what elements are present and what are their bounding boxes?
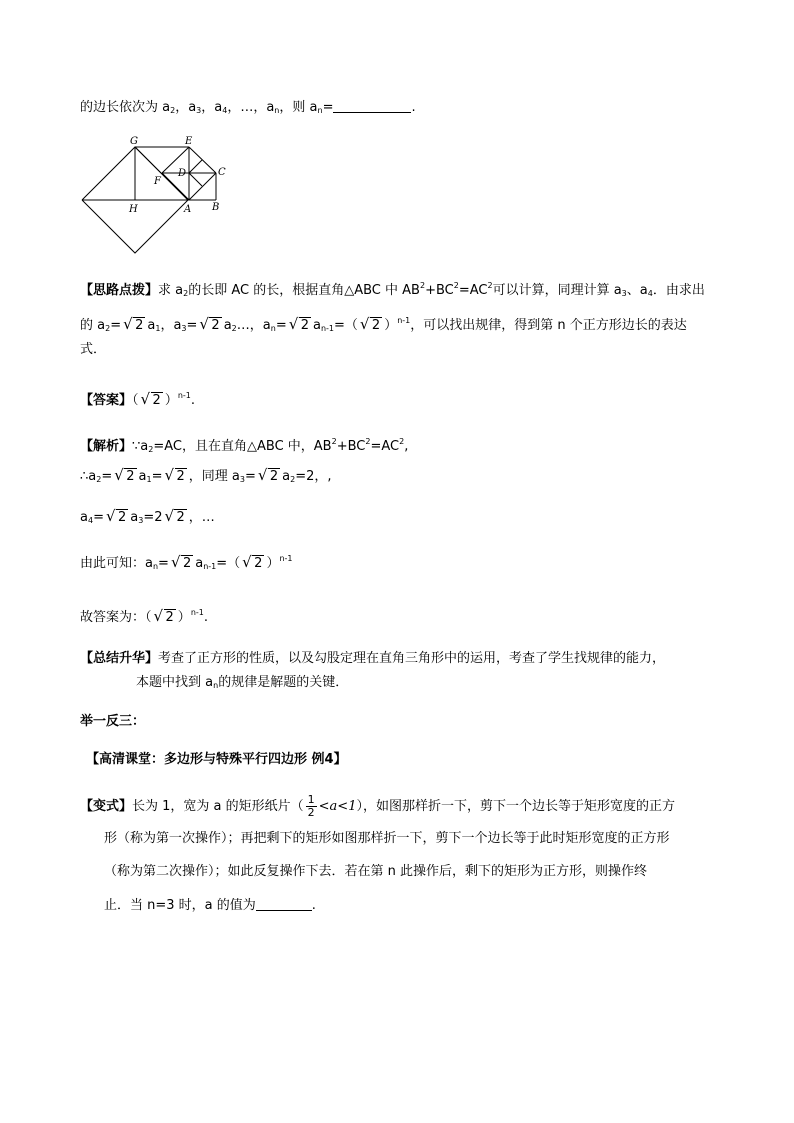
sqrt-2: √ 2 <box>114 467 136 487</box>
sqrt-2: √ 2 <box>258 467 280 487</box>
label-c: C <box>218 167 226 178</box>
hint-line-3: 式． <box>80 342 107 357</box>
sqrt-2: √ 2 <box>289 316 311 336</box>
sqrt-2: √ 2 <box>360 316 382 336</box>
summary-line-1: 【总结升华】考查了正方形的性质，以及勾股定理在直角三角形中的运用，考查了学生找规律的能力， <box>80 651 666 666</box>
geometry-figure <box>80 132 250 262</box>
sqrt-2: √ 2 <box>141 391 163 411</box>
answer-blank <box>333 98 411 113</box>
variant-line-1: 【变式】长为 1，宽为 a 的矩形纸片（ $\frac{1}{2}$ <a<1），如图那样折一下，剪下一个边长等于矩形宽度的正方 <box>80 793 675 819</box>
variant-answer-blank <box>256 896 312 911</box>
variant-line-4: 止．当 n=3 时，a 的值为 . <box>104 898 316 913</box>
label-h: H <box>129 204 138 215</box>
variant-line-2: 形（称为第一次操作）；再把剩下的矩形如图那样折一下，剪下一个边长等于此时矩形宽度的正方形 <box>104 831 670 846</box>
label-e: E <box>185 136 193 147</box>
sqrt-2: √ 2 <box>123 316 145 336</box>
analysis-line-5: 故答案为：（√ 2 ）$^{n-1}$. <box>80 603 208 628</box>
analysis-line-3: $a_4=√$ 2 $a_3=2√$ 2 ，… <box>80 508 215 531</box>
figure-line-ed-diag <box>189 173 202 186</box>
sqrt-2: √ 2 <box>171 554 193 574</box>
sqrt-2: √ 2 <box>242 554 264 574</box>
label-b: B <box>212 202 220 213</box>
analysis-line-1: 【解析】$\because a_2=AC$，且在直角△ABC 中，$AB^2+BC^2=AC^2$, <box>80 437 409 454</box>
variant-line-3: （称为第二次操作）；如此反复操作下去．若在第 n 此操作后，剩下的矩形为正方形，则操作终 <box>104 864 648 879</box>
summary-line-2: 本题中找到 $a_n$的规律是解题的关键． <box>136 675 349 690</box>
hint-line-2: 的 $a_2=√$ 2 $a_1$，$a_3=√$ 2 $a_2\dots$，$a_n=√$ 2 $a_{n-1}=(√$ 2 ）$^{n-1}$，可以找出规律，得到第 n 个正方形边长的表达 <box>80 311 687 339</box>
sqrt-2: √ 2 <box>199 316 221 336</box>
section-title: 举一反三： <box>80 714 146 729</box>
section-reference: 【高清课堂：多边形与特殊平行四边形 例4】 <box>86 752 347 767</box>
analysis-line-2: $\therefore a_2=√$ 2 $a_1=√$ 2 ，同理 $a_3=√$ 2 $a_2=2$，, <box>80 467 332 490</box>
label-f: F <box>154 176 161 187</box>
label-a: A <box>184 204 192 215</box>
analysis-line-4: 由此可知：$a_n=√$ 2 $a_{n-1}=(√$ 2 ）$^{n-1}$ <box>80 549 293 577</box>
sqrt-2: √ 2 <box>154 608 176 628</box>
label-d: D <box>178 168 187 179</box>
sqrt-2: √ 2 <box>164 508 186 528</box>
sqrt-2: √ 2 <box>106 508 128 528</box>
answer-line: 【答案】（√ 2 ）$^{n-1}$. <box>80 386 195 411</box>
hint-line-1: 【思路点拨】求 $a_2$的长即 AC 的长，根据直角△ABC 中 $AB^2+BC^2=AC^2$可以计算，同理计算 $a_3$、$a_4$．由求出 <box>80 281 705 298</box>
label-g: G <box>130 136 138 147</box>
fraction-one-half: $\frac{1}{2}$ <box>307 793 315 819</box>
sqrt-2: √ 2 <box>165 467 187 487</box>
figure-line-d-upper <box>189 160 202 173</box>
intro-line: 的边长依次为 $a_2$，$a_3$，$a_4$，…，$a_n$，则 $a_n=$ . <box>80 100 416 115</box>
